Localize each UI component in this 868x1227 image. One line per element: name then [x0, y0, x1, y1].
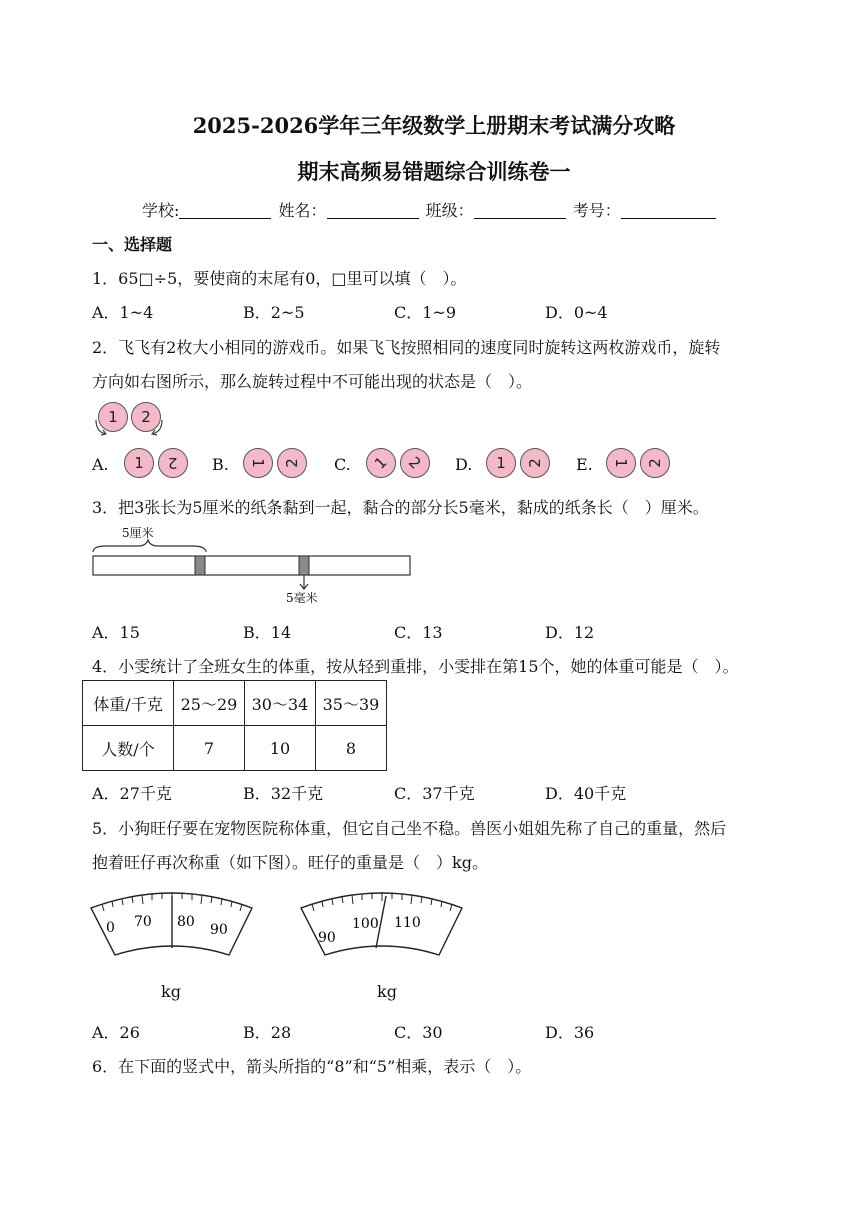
q1-option-d: D．0~4 — [545, 303, 608, 322]
q2-option-e-coin-2 — [640, 448, 670, 478]
name-blank[interactable] — [327, 202, 419, 219]
q1-option-a: A．1~4 — [92, 303, 154, 322]
table-cell: 人数/个 — [83, 726, 174, 771]
overlap-length-label: 5毫米 — [286, 591, 318, 605]
q2-option-a-coin-1 — [124, 448, 154, 478]
paper-strip — [93, 556, 410, 575]
scale-1-unit: kg — [161, 982, 181, 1001]
q2-option-b-coin-2 — [277, 448, 307, 478]
exam-number-blank[interactable] — [621, 202, 716, 219]
q1-option-b: B．2~5 — [243, 303, 305, 322]
question-6-stem: 6．在下面的竖式中，箭头所指的“8”和“5”相乘，表示（ ）。 — [92, 1057, 532, 1076]
q2-option-d-coin-1 — [486, 448, 516, 478]
overlap-1 — [195, 556, 205, 575]
coin-label: 2 — [282, 458, 301, 468]
q3-option-b: B．14 — [243, 623, 292, 642]
table-cell: 7 — [174, 726, 245, 771]
school-label: 学校: — [142, 201, 180, 220]
brace-mark — [93, 540, 206, 552]
table-cell: 8 — [316, 726, 387, 771]
q2-option-c-coin-1 — [366, 448, 396, 478]
coin-label: 2 — [525, 458, 544, 468]
table-row — [83, 726, 387, 771]
q2-option-e-coin-1 — [606, 448, 636, 478]
scale-2-label: 110 — [394, 915, 421, 931]
question-3-stem: 3．把3张长为5厘米的纸条黏到一起，黏合的部分长5毫米，黏成的纸条长（ ）厘米。 — [92, 498, 709, 517]
scale-1-label: 80 — [177, 914, 195, 930]
q2-option-d-letter: D. — [455, 455, 473, 474]
q2-option-a-coin-2 — [158, 448, 188, 478]
q2-option-b-letter: B. — [212, 455, 229, 474]
rotation-arrows-icon — [90, 418, 170, 440]
q5-option-c: C．30 — [394, 1023, 443, 1042]
q2-option-e-letter: E. — [576, 455, 593, 474]
coin-label: 2 — [141, 408, 151, 426]
q1-option-c: C．1~9 — [394, 303, 457, 322]
coin-label: 2 — [168, 454, 178, 472]
q5-option-b: B．28 — [243, 1023, 292, 1042]
q2-option-d-coin-2 — [520, 448, 550, 478]
table-header-cell: 体重/千克 — [83, 681, 174, 726]
coin-label: 1 — [134, 454, 144, 472]
scale-1-label: 90 — [210, 922, 228, 938]
class-blank[interactable] — [474, 202, 566, 219]
question-2-stem-line1: 2．飞飞有2枚大小相同的游戏币。如果飞飞按照相同的速度同时旋转这两枚游戏币，旋转 — [92, 338, 721, 357]
table-header-cell: 30～34 — [245, 681, 316, 726]
q2-option-c-letter: C. — [334, 455, 351, 474]
coin-label: 1 — [248, 458, 267, 468]
q3-option-a: A．15 — [92, 623, 140, 642]
page-title: 2025-2026学年三年级数学上册期末考试满分攻略 — [192, 113, 676, 138]
overlap-2 — [299, 556, 309, 575]
q2-option-c-coin-2 — [400, 448, 430, 478]
coin-label: 1 — [496, 454, 506, 472]
arrow-icon — [300, 575, 308, 589]
scale-2-label: 100 — [352, 916, 379, 932]
q4-option-b: B．32千克 — [243, 784, 324, 803]
scale-2-label: 90 — [318, 930, 336, 946]
student-info-line — [142, 198, 718, 221]
question-5-stem-line1: 5．小狗旺仔要在宠物医院称体重，但它自己坐不稳。兽医小姐姐先称了自己的重量，然后 — [92, 819, 727, 838]
question-4-stem: 4．小雯统计了全班女生的体重，按从轻到重排，小雯排在第15个，她的体重可能是（ ）。 — [92, 657, 739, 676]
name-label: 姓名： — [278, 201, 327, 220]
q2-option-b-coin-1 — [243, 448, 273, 478]
q4-option-a: A．27千克 — [92, 784, 172, 803]
q3-option-c: C．13 — [394, 623, 443, 642]
question-1-stem: 1．65□÷5，要使商的末尾有0，□里可以填（ ）。 — [92, 269, 467, 288]
exam-number-label: 考号： — [572, 201, 621, 220]
question-2-stem-line2: 方向如右图所示，那么旋转过程中不可能出现的状态是（ ）。 — [92, 372, 533, 391]
q4-option-d: D．40千克 — [545, 784, 627, 803]
coin-label: 2 — [645, 458, 664, 468]
question-5-stem-line2: 抱着旺仔再次称重（如下图）。旺仔的重量是（ ）kg。 — [92, 853, 488, 872]
scale-1-label: 0 — [106, 920, 115, 936]
scale-1-label: 70 — [134, 914, 152, 930]
coin-label: 1 — [108, 408, 118, 426]
table-header-cell: 35～39 — [316, 681, 387, 726]
scale-dial-2 — [298, 880, 470, 960]
school-blank[interactable] — [179, 202, 271, 219]
q3-option-d: D．12 — [545, 623, 595, 642]
section-heading: 一、选择题 — [92, 235, 173, 254]
weight-table — [82, 680, 387, 771]
q5-option-a: A．26 — [92, 1023, 140, 1042]
coin-label: 2 — [405, 453, 425, 473]
q5-option-d: D．36 — [545, 1023, 595, 1042]
scale-2-unit: kg — [377, 982, 397, 1001]
paper-strip-diagram — [88, 522, 418, 608]
q2-option-a-letter: A. — [92, 455, 109, 474]
coin-label: 1 — [611, 458, 630, 468]
coin-label: 1 — [371, 453, 391, 473]
table-cell: 10 — [245, 726, 316, 771]
q4-option-c: C．37千克 — [394, 784, 475, 803]
table-header-cell: 25～29 — [174, 681, 245, 726]
scale-dial-1 — [88, 880, 260, 960]
page-subtitle: 期末高频易错题综合训练卷一 — [297, 159, 571, 184]
strip-length-label: 5厘米 — [122, 526, 154, 540]
class-label: 班级： — [425, 201, 474, 220]
table-row — [83, 681, 387, 726]
